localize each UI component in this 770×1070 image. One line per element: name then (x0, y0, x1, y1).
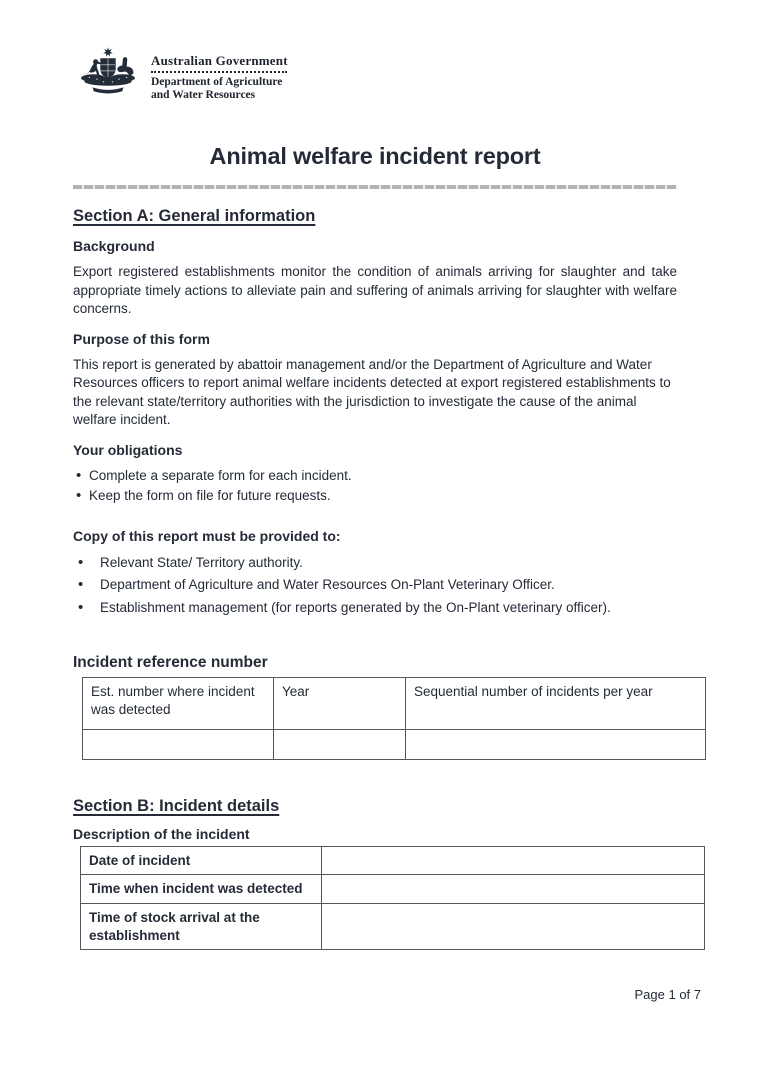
incident-ref-table (82, 677, 706, 760)
list-item: • Relevant State/ Territory authority. (73, 552, 677, 574)
purpose-paragraph: This report is generated by abattoir management and/or the Department of Agriculture and Water Resources officers to report animal welfare incidents detected at export registered establishments to the relevant state/territory authorities with the jurisdiction to investigate the cause of the animal welfare incident. (73, 356, 671, 428)
coat-of-arms-icon (75, 46, 141, 98)
incident-ref-heading: Incident reference number (73, 654, 268, 672)
background-heading: Background (73, 238, 155, 255)
sequential-number-input-cell[interactable] (406, 730, 706, 760)
incident-details-table (80, 846, 705, 950)
copy-to-heading: Copy of this report must be provided to: (73, 527, 341, 544)
table-header-cell-sequential: Sequential number of incidents per year (406, 678, 706, 730)
section-a-heading: Section A: General information (73, 207, 316, 226)
document-page (73, 46, 677, 950)
gov-logo-text (151, 53, 288, 102)
list-item: • Establishment management (for reports generated by the On-Plant veterinary officer). (73, 597, 677, 619)
list-item: • Complete a separate form for each incident. (73, 466, 677, 486)
dept-name-line2: and Water Resources (151, 89, 256, 102)
row-label-time-stock-arrival: Time of stock arrival at the establishment (81, 904, 322, 950)
date-of-incident-input-cell[interactable] (322, 847, 705, 875)
time-detected-input-cell[interactable] (322, 875, 705, 904)
description-heading: Description of the incident (73, 826, 250, 843)
section-b-heading: Section B: Incident details (73, 797, 280, 816)
copy-to-list (73, 552, 677, 619)
est-number-input-cell[interactable] (83, 730, 274, 760)
table-header-cell-year: Year (274, 678, 406, 730)
row-label-time-detected: Time when incident was detected (81, 875, 322, 904)
background-paragraph: Export registered establishments monitor the condition of animals arriving for slaughter and take appropriate timely actions to alleviate pain and suffering of animals arriving for slaughter with welfare concerns. (73, 264, 677, 317)
list-item: • Department of Agriculture and Water Resources On-Plant Veterinary Officer. (73, 574, 677, 596)
page-title: Animal welfare incident report (209, 143, 541, 170)
purpose-heading: Purpose of this form (73, 330, 210, 347)
gov-logo (75, 46, 677, 102)
page-number: Page 1 of 7 (634, 987, 701, 1002)
table-header-cell-est-number: Est. number where incident was detected (83, 678, 274, 730)
list-item: • Keep the form on file for future requests. (73, 486, 677, 506)
row-label-date-of-incident: Date of incident (81, 847, 322, 875)
obligations-list (73, 466, 677, 506)
year-input-cell[interactable] (274, 730, 406, 760)
gov-title: Australian Government (151, 53, 288, 68)
dept-name-line1: Department of Agriculture (151, 76, 283, 88)
time-stock-arrival-input-cell[interactable] (322, 904, 705, 950)
obligations-heading: Your obligations (73, 441, 183, 458)
logo-divider (151, 71, 287, 73)
horizontal-rule (73, 185, 677, 189)
